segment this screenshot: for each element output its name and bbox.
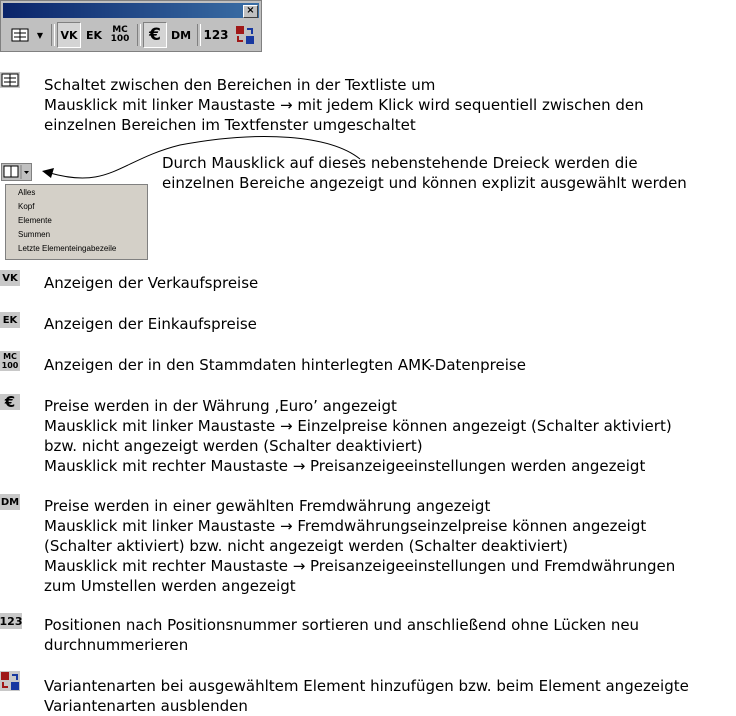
text-line: Positionen nach Positionsnummer sortieren und anschließend ohne Lücken neu xyxy=(44,616,640,634)
ek-description xyxy=(44,314,257,334)
euro-description xyxy=(44,396,672,476)
dm-button[interactable]: DM xyxy=(170,28,192,42)
text-line: Mausklick mit linker Maustaste → Fremdwährungseinzelpreise können angezeigt xyxy=(44,517,647,535)
dropdown-item[interactable]: Kopf xyxy=(18,202,35,211)
text-line: Schaltet zwischen den Bereichen in der Textliste um xyxy=(44,76,436,94)
text-line: Anzeigen der Verkaufspreise xyxy=(44,274,259,292)
text-line: Anzeigen der Einkaufspreise xyxy=(44,315,257,333)
mc-description xyxy=(44,355,526,375)
floating-toolbar xyxy=(0,0,262,52)
mc-sub-label: 100 xyxy=(110,34,130,44)
mc-icon-label: MC xyxy=(3,352,17,361)
toolbar-buttons xyxy=(5,22,259,49)
range-switch-button[interactable] xyxy=(7,22,33,48)
text-line: Durch Mausklick auf dieses nebenstehende Dreieck werden die xyxy=(162,154,638,172)
text-line: Mausklick mit rechter Maustaste → Preisanzeigeeinstellungen und Fremdwährungen xyxy=(44,557,676,575)
variants-button[interactable] xyxy=(233,22,257,48)
vk-button[interactable]: VK xyxy=(57,22,81,48)
euro-icon: € xyxy=(0,394,20,410)
range-switch-icon xyxy=(0,72,20,88)
text-line: Mausklick mit linker Maustaste → Einzelpreise können angezeigt (Schalter aktiviert) xyxy=(44,417,672,435)
renumber-button[interactable]: 123 xyxy=(203,28,229,42)
toolbar-separator xyxy=(137,24,141,46)
mc-label: MC xyxy=(112,25,128,35)
text-line: einzelnen Bereichen im Textfenster umgeschaltet xyxy=(44,116,416,134)
chevron-down-icon: ▼ xyxy=(36,30,44,40)
toolbar-titlebar xyxy=(3,3,259,18)
text-line: Mausklick mit rechter Maustaste → Preisanzeigeeinstellungen werden angezeigt xyxy=(44,457,646,475)
range-switch-icon xyxy=(2,164,31,180)
toolbar-separator xyxy=(51,24,55,46)
text-line: Anzeigen der in den Stammdaten hinterlegten AMK-Datenpreise xyxy=(44,356,526,374)
dropdown-item[interactable]: Letzte Elementeingabezeile xyxy=(18,244,117,253)
text-line: durchnummerieren xyxy=(44,636,189,654)
text-line: Preise werden in der Währung ‚Euro’ angezeigt xyxy=(44,397,397,415)
range-switch-description xyxy=(44,75,644,135)
dm-description xyxy=(44,496,675,596)
range-dropdown-menu xyxy=(5,184,148,260)
text-line: bzw. nicht angezeigt werden (Schalter deaktiviert) xyxy=(44,437,423,455)
dropdown-note xyxy=(162,153,687,193)
text-line: (Schalter aktiviert) bzw. nicht angezeigt werden (Schalter deaktiviert) xyxy=(44,537,568,555)
vk-description xyxy=(44,273,258,293)
variants-icon xyxy=(235,25,255,45)
text-line: einzelnen Bereiche angezeigt und können explizit ausgewählt werden xyxy=(162,174,687,192)
toolbar-separator xyxy=(197,24,201,46)
text-line: zum Umstellen werden angezeigt xyxy=(44,577,296,595)
mc-icon-sub-label: 100 xyxy=(1,361,19,370)
renumber-icon: 123 xyxy=(0,614,23,628)
euro-button[interactable]: € xyxy=(143,22,167,48)
text-line: Preise werden in einer gewählten Fremdwährung angezeigt xyxy=(44,497,491,515)
variants-icon xyxy=(0,671,20,691)
text-line: Mausklick mit linker Maustaste → mit jedem Klick wird sequentiell zwischen den xyxy=(44,96,644,114)
close-button[interactable]: × xyxy=(243,5,258,18)
renumber-description xyxy=(44,615,639,655)
mc-button[interactable] xyxy=(107,22,133,48)
vk-icon: VK xyxy=(0,270,20,286)
dm-icon: DM xyxy=(0,494,20,510)
dropdown-item[interactable]: Elemente xyxy=(18,216,52,225)
range-dropdown-button[interactable] xyxy=(33,22,47,48)
text-line: Variantenarten bei ausgewähltem Element hinzufügen bzw. beim Element angezeigte xyxy=(44,677,689,695)
range-switch-icon xyxy=(11,28,29,42)
variants-description xyxy=(44,676,689,716)
dropdown-item[interactable]: Summen xyxy=(18,230,51,239)
mc-icon xyxy=(0,351,20,371)
text-line: Variantenarten ausblenden xyxy=(44,697,248,715)
ek-button[interactable]: EK xyxy=(85,28,103,42)
dropdown-item[interactable]: Alles xyxy=(18,188,36,197)
range-dropdown-illustration xyxy=(1,163,32,181)
ek-icon: EK xyxy=(0,312,20,328)
